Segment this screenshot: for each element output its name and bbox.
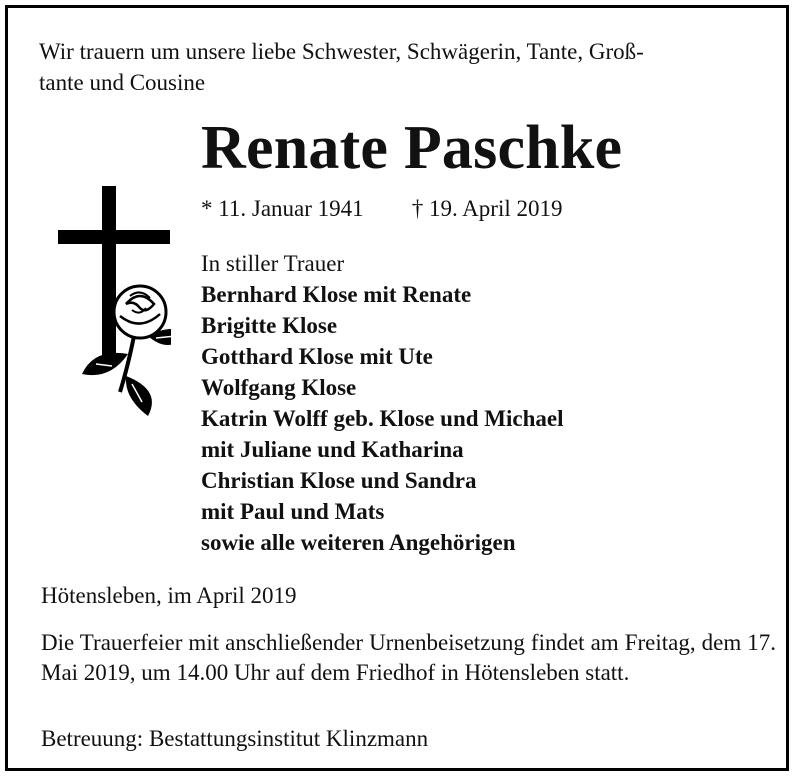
mourner-line: Wolfgang Klose bbox=[201, 375, 357, 400]
birth-date: * 11. Januar 1941 bbox=[201, 196, 364, 221]
place-date: Hötensleben, im April 2019 bbox=[41, 583, 297, 608]
funeral-info: Die Trauerfeier mit anschließender Urnenbeisetzung findet am Freitag, dem 17. Mai 2019, um 14.00 Uhr auf dem Friedhof in Hötensleben statt. bbox=[41, 630, 776, 685]
mourning-lead: In stiller Trauer bbox=[201, 251, 345, 276]
funeral-home: Betreuung: Bestattungsinstitut Klinzmann bbox=[41, 726, 429, 751]
mourner-line: Katrin Wolff geb. Klose und Michael bbox=[201, 406, 564, 431]
mourner-line: mit Paul und Mats bbox=[201, 499, 385, 524]
mourner-line: Christian Klose und Sandra bbox=[201, 468, 477, 493]
mourner-line: mit Juliane und Katharina bbox=[201, 437, 464, 462]
mourner-line: Gotthard Klose mit Ute bbox=[201, 344, 433, 369]
deceased-name: Renate Paschke bbox=[201, 114, 623, 182]
intro-text: Wir trauern um unsere liebe Schwester, Schwägerin, Tante, Groß- tante und Cousine bbox=[39, 39, 644, 95]
mourner-line: sowie alle weiteren Angehörigen bbox=[201, 530, 516, 555]
mourner-line: Brigitte Klose bbox=[201, 313, 338, 338]
obituary-frame bbox=[5, 5, 789, 771]
cross-icon bbox=[56, 186, 171, 416]
rose-icon bbox=[82, 286, 171, 416]
death-date: † 19. April 2019 bbox=[411, 196, 563, 221]
mourner-line: Bernhard Klose mit Renate bbox=[201, 282, 472, 307]
mourners-block bbox=[201, 248, 563, 558]
life-dates bbox=[201, 194, 562, 224]
